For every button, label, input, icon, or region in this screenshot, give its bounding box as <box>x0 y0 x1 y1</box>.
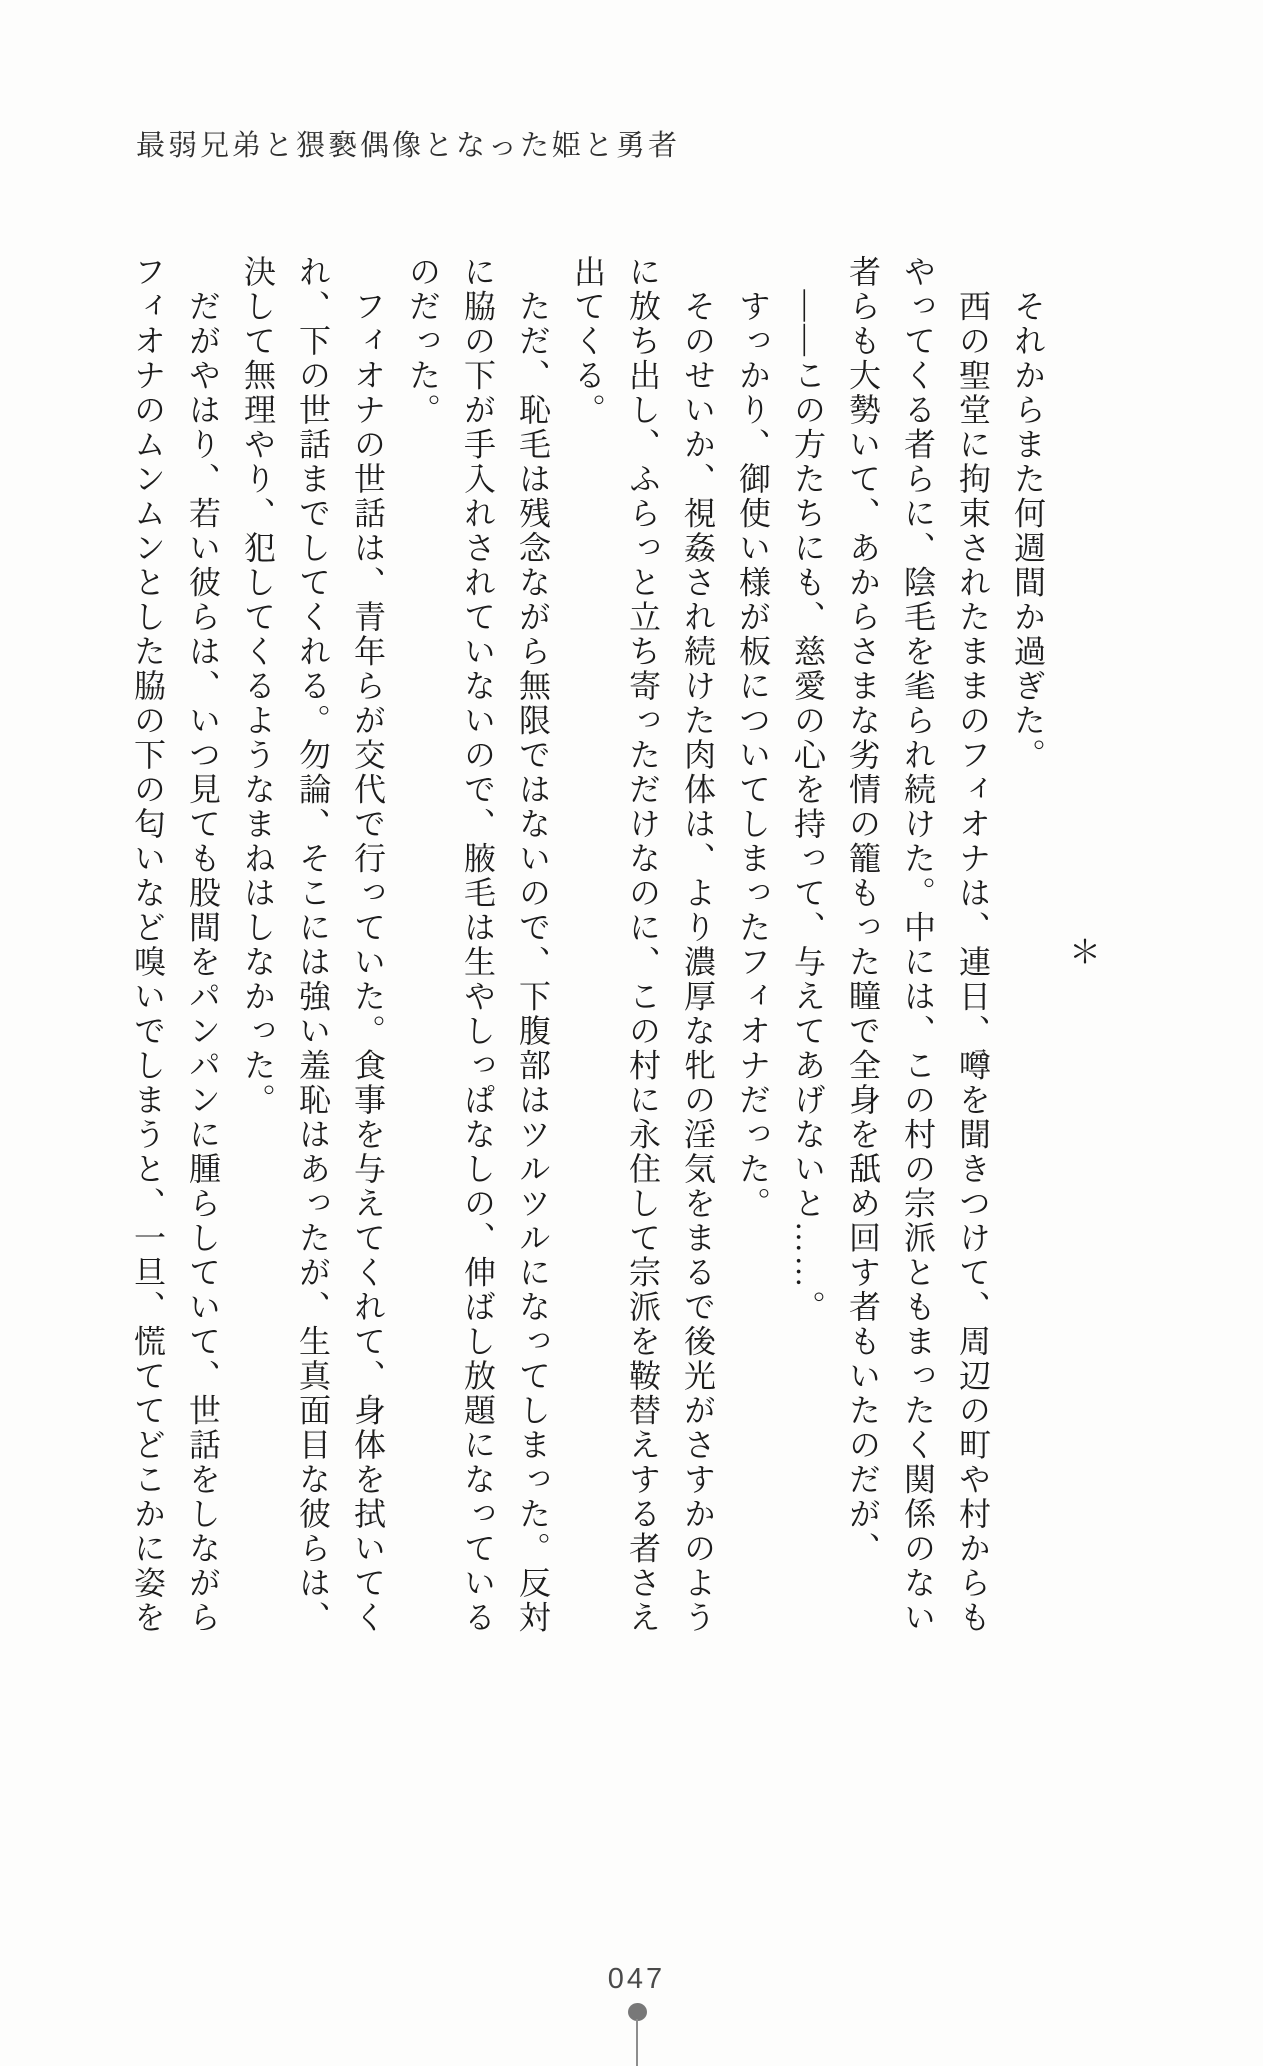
text-column: フィオナの世話は、青年らが交代で行っていた。食事を与えてくれて、身体を拭いてく <box>350 255 386 1635</box>
text-column: やってくる者らに、陰毛を毟られ続けた。中には、この村の宗派ともまったく関係のない <box>900 255 936 1635</box>
body-text <box>120 255 1110 1647</box>
text-column: すっかり、御使い様が板についてしまったフィオナだった。 <box>735 255 771 1221</box>
text-column: ただ、恥毛は残念ながら無限ではないので、下腹部はツルツルになってしまった。反対 <box>515 255 551 1635</box>
text-column: 出てくる。 <box>570 255 606 428</box>
text-column: 決して無理やり、犯してくるようなまねはしなかった。 <box>240 255 276 1118</box>
text-column: フィオナのムンムンとした脇の下の匂いなど嗅いでしまうと、一旦、慌ててどこかに姿を <box>130 255 166 1635</box>
text-column: そのせいか、視姦され続けた肉体は、より濃厚な牝の淫気をまるで後光がさすかのよう <box>680 255 716 1635</box>
text-column: 者らも大勢いて、あからさまな劣情の籠もった瞳で全身を舐め回す者もいたのだが、 <box>845 255 881 1566</box>
text-column: に脇の下が手入れされていないので、腋毛は生やしっぱなしの、伸ばし放題になっている <box>460 255 496 1635</box>
text-column: のだった。 <box>405 255 441 428</box>
page-footer <box>0 1955 1263 2066</box>
text-column: だがやはり、若い彼らは、いつ見ても股間をパンパンに腫らしていて、世話をしながら <box>185 255 221 1635</box>
section-break-asterisk: ＊ <box>1065 935 1101 967</box>
text-column: に放ち出し、ふらっと立ち寄っただけなのに、この村に永住して宗派を鞍替えする者さえ <box>625 255 661 1635</box>
text-column: 西の聖堂に拘束されたままのフィオナは、連日、噂を聞きつけて、周辺の町や村からも <box>955 255 991 1635</box>
footer-vertical-rule <box>636 2019 638 2066</box>
text-column: それからまた何週間か過ぎた。 <box>1010 255 1046 773</box>
text-column: ——この方たちにも、慈愛の心を持って、与えてあげないと……。 <box>790 255 826 1325</box>
text-column: れ、下の世話までしてくれる。勿論、そこには強い羞恥はあったが、生真面目な彼らは、 <box>295 255 331 1635</box>
running-header-title: 最弱兄弟と猥褻偶像となった姫と勇者 <box>136 130 681 162</box>
page-number: 047 <box>607 1963 666 1995</box>
